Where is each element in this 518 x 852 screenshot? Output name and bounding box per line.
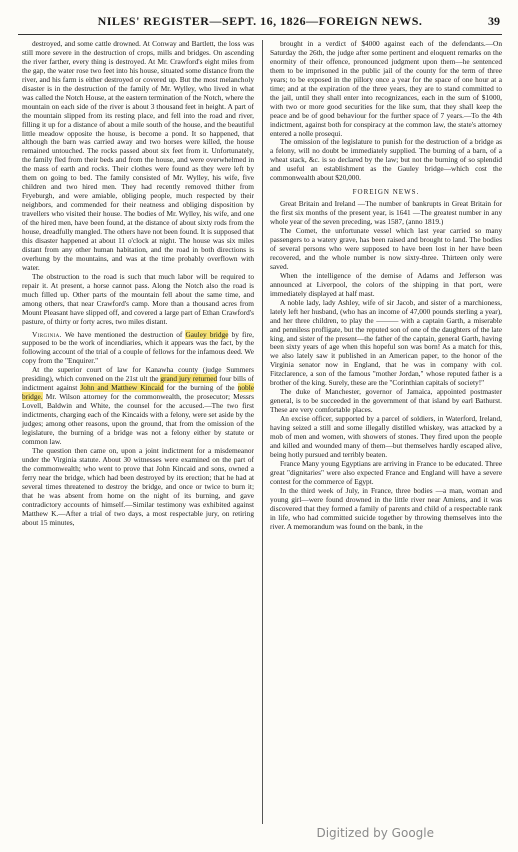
text-run: We have mentioned the destruction of — [64, 329, 183, 339]
text-run: Mr. Wilson attorney for the commonwealth, the prosecutor; Messrs Lovell, Baldwin and White, the counsel for the accused.—The two first indictments, charging each of the Kincaids with a felony, were set aside by the judges; among other reasons, upon the ground, that from the omission of the legislature, the burning of a bridge was not a felony either by statute or common law. — [22, 392, 254, 446]
paragraph: In the third week of July, in France, three bodies —a man, woman and young girl—were found drowned in the little river near Amiens, and it was discovered that they formed a family of parents and child of a respectable rank in life, who had committed suicide together by throwing themselves into the river. A memorandum was found on the bank, in the — [270, 485, 502, 531]
text-run: for the burning of the — [166, 383, 235, 393]
paragraph: The question then came on, upon a joint indictment for a misdemeanor under the Virginia statute. About 30 witnesses were examined on the part of the commonwealth; who went to prove that John Kincaid and sons, owned a ferry near the bridge, which had been destroyed by its erection; that he had at several times threatened to destroy the bridge, and once or twice to burn it; that he was absent from home on the night of its burning, and gave contradictory accounts of himself.—Similar testimony was exhibited against Matthew K.—After a trial of two days, a most respectable jury, on retiring about 15 minutes, — [22, 445, 254, 527]
virginia-paragraph — [22, 331, 254, 367]
paragraph: France Many young Egyptians are arriving in France to be educated. Three great "dignitaries" were also expected France and England will have a severe contest for the commerce of Egypt. — [270, 458, 502, 486]
paragraph: brought in a verdict of $4000 against each of the defendants.—On Saturday the 26th, the judge after some pertinent and eloquent remarks on the enormity of their offence, pronounced judgment upon them—he sentenced them to be imprisoned in the public jail of the county for the term of three years; to be exposed in the pillory once a year for the space of one hour at a time; and at the expiration of the three years, they are to stand committed to the jail, until they shall enter into recognizances, each in the sum of $1000, with two or more good securities for the like sum, that they shall keep the peace and be of good behaviour for the further space of 7 years.—To the 4th indictment, against both for conspiracy at the common law, the state's attorney entered a nolle prosequi. — [270, 39, 502, 138]
text-run: four bills of indictment against — [22, 374, 254, 393]
text-run: At the superior court of law for Kanawha county (judge Summers presiding), which convened on the 21st ult the — [22, 365, 254, 384]
running-head: NILES' REGISTER—SEPT. 16, 1826—FOREIGN NEWS. — [97, 14, 423, 28]
digitized-watermark: Digitized by Google — [316, 826, 434, 840]
highlight: Gauley bridge — [185, 329, 229, 339]
page-number: 39 — [488, 14, 500, 28]
text-run: by fire, supposed to be the work of incendiaries, which it appears was the fact, by the following account of the trial of a couple of fellows for the infamous deed. We copy from the "Enquirer." — [22, 329, 254, 366]
paragraph: The obstruction to the road is such that much labor will be required to repair it. At present, a horse cannot pass. Along the Notch also the road is much filled up. Other parts of the mountain fell about the same time, and among others, that near Crawford's camp. More than a thousand acres from Mount Pleasant have slipped off, and covered a large part of Ethan Crawford's pasture, of thirty or forty acres, two miles distant. — [22, 271, 254, 326]
section-label: Virginia. — [32, 329, 62, 339]
paragraph: destroyed, and some cattle drowned. At Conway and Bartlett, the loss was still more severe in the destruction of crops, mills and bridges. On ascending the river farther, every thing is destroyed. At Mr. Crawford's eight miles from the gap, the water rose two feet into his house, situated some distance from the river, and his farm is either destroyed or covered up. But the most melancholy disaster is in the destruction of the family of Mr. Wylley, who lived in what was called the Notch House, at the eastern termination of the Notch, where the mountain on each side of the river is about 3 thousand feet in height. A part of the mountain slipped from its resting place, and fell into the road and river, filling it up for a distance of about a mile south of the house, and the beautiful little meadow opposite the house, is become a pond. It so happened, that although the barn was carried away and two horses were killed, the house remained untouched. The rocks passed about six feet from it. Unfortunately, the family fled from their beds and from the house, and were overwhelmed in the mass of earth and rocks. Their clothes were found as they were left by them on going to bed. The family consisted of Mr. Wylley, his wife, five children and two hired men. They had recently removed thither from Fryeburgh, and were amiable, obliging people, much respected by their neighbors, and commended for their neatness and obliging disposition by travellers who visited their house. The bodies of Mr. Wylley, his wife, and one of the hired men, have been found, at the distance of about sixty rods from the house, dreadfully mangled. The others have not been found. It is supposed that this disaster happened at about 11 o'clock at night. The house was six miles distant from any other human habitation, and the road in both directions is overhung by the mountains, and was at the time probably overflown with water. — [22, 39, 254, 272]
paragraph: A noble lady, lady Ashley, wife of sir Jacob, and sister of a marchioness, lately left her husband, (who has an income of 47,000 pounds sterling a year), and her three children, to play the ——— with a captain Garth, a miserable and penniless profligate, but the reputed son of one of the daughters of the late king, and sister of the present—the father of the captain, general Garth, having been sixty years of age when this hopeful son was born! As a match for this, we also lately saw it published in an American paper, to the honor of the Virginia senator now in England, that he was in company with col. Fitzclarence, a son of the famous "mother Jordan," whose reputed father is a brother of the king. Surely, these are the "Corinthian capitals of society!" — [270, 297, 502, 388]
section-title: FOREIGN NEWS. — [352, 188, 420, 197]
left-column — [22, 40, 254, 527]
paragraph: When the intelligence of the demise of Adams and Jefferson was announced at Liverpool, the colors of the shipping in that port, were immediately displayed at half mast. — [270, 270, 502, 298]
paragraph: The duke of Manchester, governor of Jamaica, appointed postmaster general, is to be succeeded in the government of that island by earl Bathurst. These are very comfortable places. — [270, 387, 502, 415]
page-header — [18, 8, 502, 35]
paragraph: The omission of the legislature to punish for the destruction of a bridge as a felony, will no doubt be immediately supplied. The burning of a barn, of a wheat stack, &c. is so declared by the law; but not the burning of so splendid and useful an establishment as the Gauley bridge—which cost the commonwealth about $20,000. — [270, 137, 502, 183]
highlight: noble bridge. — [22, 383, 254, 402]
column-divider — [262, 40, 263, 824]
paragraph: Great Britain and Ireland —The number of bankrupts in Great Britain for the first six months of the present year, is 1641 —The greatest number in any whole year of the seven preceding, was 1587, (anno 1819.) — [270, 199, 502, 227]
paragraph: An excise officer, supported by a parcel of soldiers, in Waterford, Ireland, having seized a still and some illegally distilled whiskey, was attacked by a mob of men and women, with showers of stones. They fired upon the people and killed and wounded many of them—but themselves hardly escaped alive, being hotly pursued and terribly beaten. — [270, 414, 502, 459]
paragraph: The Comet, the unfortunate vessel which last year carried so many passengers to a watery grave, has been raised and brought to land. The bodies of several persons who were supposed to have been lost in her have been recovered, and the whole number is now sixty-three. Thirteen only were saved. — [270, 226, 502, 271]
indictment-paragraph — [22, 366, 254, 447]
right-column — [270, 40, 502, 531]
highlight: John and Matthew Kincaid — [80, 383, 164, 393]
highlight: grand jury returned — [160, 374, 218, 384]
